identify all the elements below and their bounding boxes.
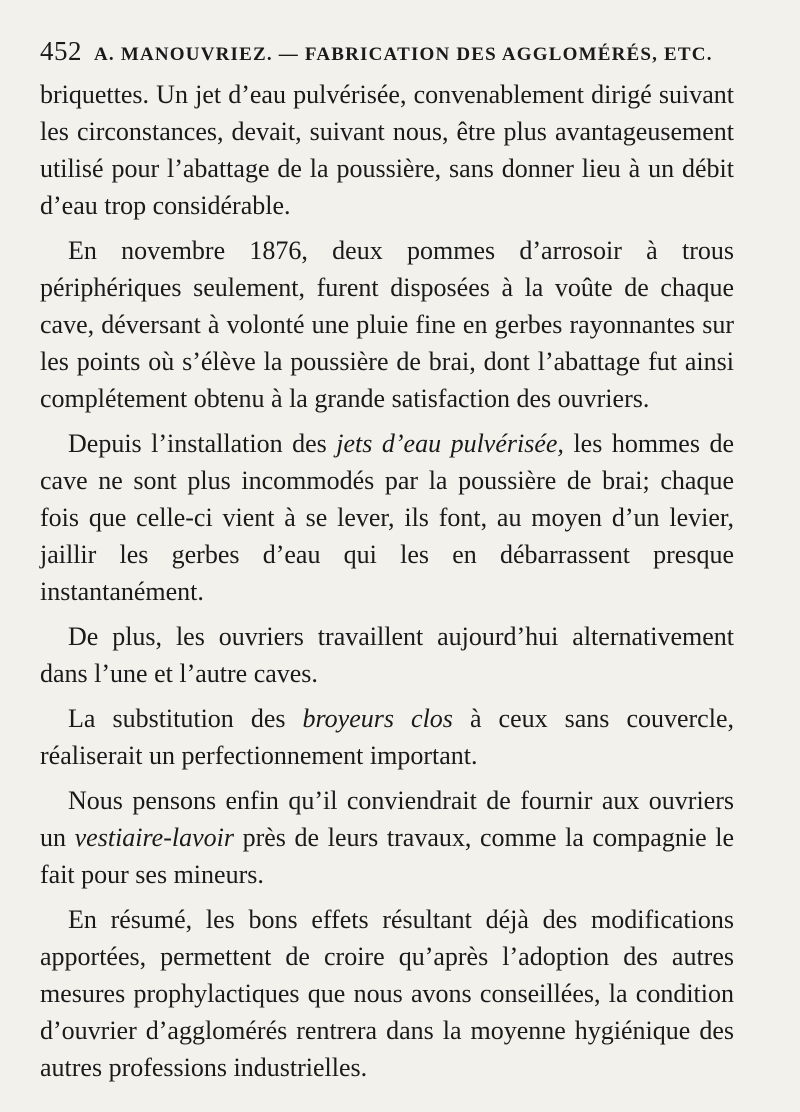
page-number: 452 (40, 36, 82, 66)
paragraph (40, 425, 734, 610)
paragraph (40, 782, 734, 893)
italic-term: jets d’eau pulvérisée, (336, 429, 564, 458)
paragraph-text: La substitution des (68, 704, 303, 733)
paragraph-text: En novembre 1876, deux pommes d’arrosoir à trous périphériques seulement, furent disposées à la voûte de chaque cave, déversant à volonté une pluie fine en gerbes rayonnantes sur les points où s’élève la poussière de brai, dont l’abattage fut ainsi complétement obtenu à la grande satisfaction des ouvriers. (40, 236, 734, 413)
paragraph-text: En résumé, les bons effets résultant déjà des modifications apportées, permettent de croire qu’après l’adoption des autres mesures prophylactiques que nous avons conseillées, la condition d’ouvrier d’agglomérés rentrera dans la moyenne hygiénique des autres professions industrielles. (40, 905, 734, 1082)
paragraph (40, 76, 734, 224)
italic-term: vestiaire-lavoir (74, 823, 234, 852)
running-head: A. MANOUVRIEZ. — FABRICATION DES AGGLOMÉRÉS, ETC. (94, 44, 713, 65)
paragraph-text: Depuis l’installation des (68, 429, 337, 458)
paragraph-text: les hommes de cave ne sont plus incommodés par la poussière de brai; chaque fois que celle-ci vient à se lever, ils font, au moyen d’un levier, jaillir les gerbes d’eau qui les en débarrassent presque instantanément. (40, 429, 734, 606)
body-text (40, 76, 734, 1094)
paragraph-text: briquettes. Un jet d’eau pulvérisée, convenablement dirigé suivant les circonstances, devait, suivant nous, être plus avantageusement utilisé pour l’abattage de la poussière, sans donner lieu à un débit d’eau trop considérable. (40, 80, 734, 220)
paragraph-text: près de leurs travaux, comme la compagnie le fait pour ses mineurs. (40, 823, 735, 889)
paragraph-text: à ceux sans couvercle, réaliserait un perfectionnement important. (40, 704, 734, 770)
paragraph (40, 618, 734, 692)
paragraph (40, 901, 734, 1086)
paragraph (40, 700, 734, 774)
paragraph-text: De plus, les ouvriers travaillent aujourd’hui alternativement dans l’une et l’autre caves. (40, 622, 734, 688)
paragraph-text: Nous pensons enfin qu’il conviendrait de fournir aux ouvriers un (40, 786, 734, 852)
italic-term: broyeurs clos (302, 704, 453, 733)
page-header (40, 36, 760, 76)
paragraph (40, 232, 734, 417)
